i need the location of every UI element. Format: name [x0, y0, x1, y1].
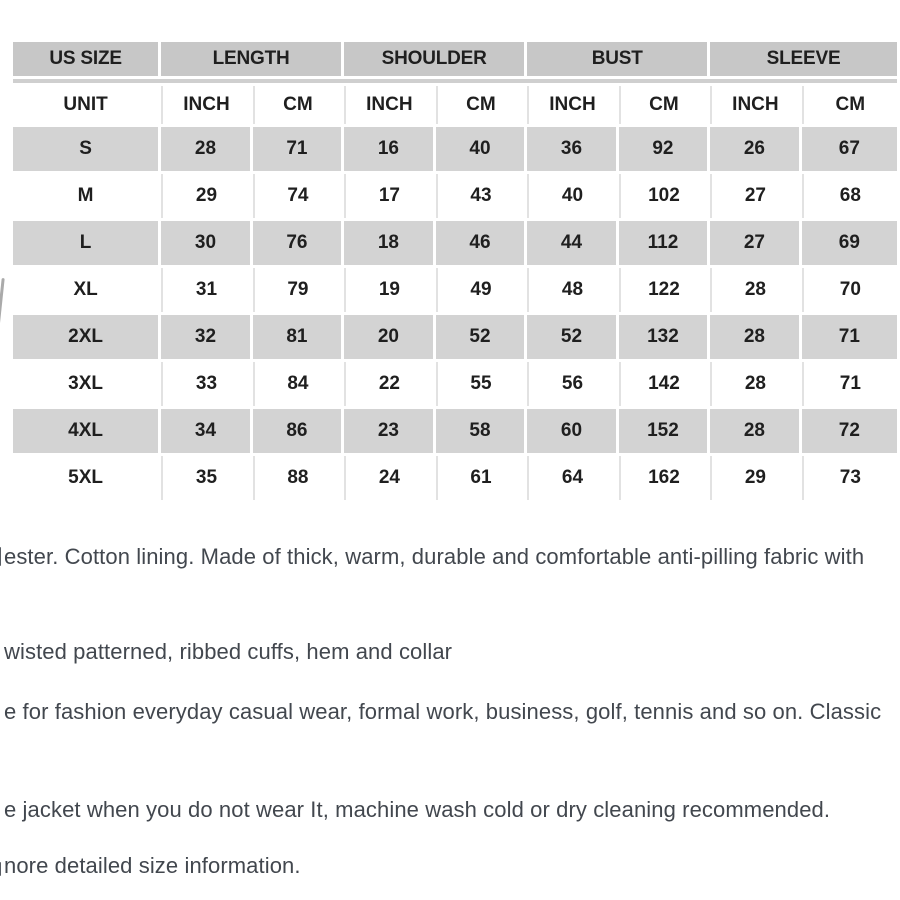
measurement-cell: 36: [527, 127, 616, 171]
measurement-cell: 26: [710, 127, 799, 171]
column-group-header: US SIZE: [13, 42, 158, 76]
measurement-cell: 61: [436, 456, 525, 500]
measurement-cell: 68: [802, 174, 897, 218]
measurement-cell: 102: [619, 174, 707, 218]
measurement-cell: 162: [619, 456, 707, 500]
description-line: e jacket when you do not wear It, machine wash cold or dry cleaning recommended.: [4, 797, 831, 822]
measurement-cell: 28: [710, 268, 799, 312]
unit-cell: CM: [802, 86, 897, 124]
measurement-cell: 23: [344, 409, 433, 453]
size-label-cell: 4XL: [13, 409, 158, 453]
measurement-cell: 122: [619, 268, 707, 312]
measurement-cell: 132: [619, 315, 707, 359]
measurement-cell: 43: [436, 174, 525, 218]
unit-cell: CM: [253, 86, 341, 124]
measurement-cell: 27: [710, 174, 799, 218]
table-row: [13, 362, 897, 406]
measurement-cell: 79: [253, 268, 341, 312]
size-label-cell: 2XL: [13, 315, 158, 359]
measurement-cell: 52: [527, 315, 616, 359]
measurement-cell: 71: [802, 362, 897, 406]
measurement-cell: 31: [161, 268, 250, 312]
measurement-cell: 69: [802, 221, 897, 265]
measurement-cell: 71: [802, 315, 897, 359]
column-group-header: LENGTH: [161, 42, 341, 76]
size-label-cell: M: [13, 174, 158, 218]
measurement-cell: 70: [802, 268, 897, 312]
description-line: e for fashion everyday casual wear, formal work, business, golf, tennis and so on. Classic: [4, 699, 882, 724]
unit-cell: CM: [436, 86, 525, 124]
measurement-cell: 40: [436, 127, 525, 171]
measurement-cell: 22: [344, 362, 433, 406]
header-shadow-line: [13, 79, 897, 83]
measurement-cell: 28: [161, 127, 250, 171]
measurement-cell: 27: [710, 221, 799, 265]
measurement-cell: 35: [161, 456, 250, 500]
measurement-cell: 49: [436, 268, 525, 312]
unit-cell: CM: [619, 86, 707, 124]
unit-cell: INCH: [161, 86, 250, 124]
measurement-cell: 56: [527, 362, 616, 406]
measurement-cell: 44: [527, 221, 616, 265]
measurement-cell: 40: [527, 174, 616, 218]
measurement-cell: 28: [710, 362, 799, 406]
unit-cell: UNIT: [13, 86, 158, 124]
measurement-cell: 73: [802, 456, 897, 500]
size-chart-table: [10, 39, 900, 503]
measurement-cell: 17: [344, 174, 433, 218]
size-chart-header: [13, 42, 897, 124]
measurement-cell: 112: [619, 221, 707, 265]
column-group-header: SHOULDER: [344, 42, 524, 76]
measurement-cell: 88: [253, 456, 341, 500]
measurement-cell: 48: [527, 268, 616, 312]
table-row: [13, 268, 897, 312]
measurement-cell: 19: [344, 268, 433, 312]
table-header-row: [13, 42, 897, 76]
measurement-cell: 76: [253, 221, 341, 265]
measurement-cell: 86: [253, 409, 341, 453]
table-row: [13, 127, 897, 171]
measurement-cell: 28: [710, 315, 799, 359]
measurement-cell: 20: [344, 315, 433, 359]
measurement-cell: 64: [527, 456, 616, 500]
measurement-cell: 92: [619, 127, 707, 171]
table-row: [13, 315, 897, 359]
measurement-cell: 58: [436, 409, 525, 453]
measurement-cell: 46: [436, 221, 525, 265]
measurement-cell: 71: [253, 127, 341, 171]
description-line: ester. Cotton lining. Made of thick, warm, durable and comfortable anti-pilling fabric with: [4, 544, 865, 569]
table-row: [13, 409, 897, 453]
measurement-cell: 60: [527, 409, 616, 453]
measurement-cell: 18: [344, 221, 433, 265]
table-row: [13, 456, 897, 500]
cropped-content-fragment: [0, 278, 5, 330]
measurement-cell: 24: [344, 456, 433, 500]
unit-row: [13, 86, 897, 124]
measurement-cell: 84: [253, 362, 341, 406]
unit-cell: INCH: [344, 86, 433, 124]
measurement-cell: 81: [253, 315, 341, 359]
measurement-cell: 33: [161, 362, 250, 406]
measurement-cell: 52: [436, 315, 525, 359]
size-chart-body: [13, 127, 897, 500]
description-line: wisted patterned, ribbed cuffs, hem and collar: [4, 639, 453, 664]
measurement-cell: 16: [344, 127, 433, 171]
measurement-cell: 30: [161, 221, 250, 265]
size-label-cell: XL: [13, 268, 158, 312]
size-label-cell: S: [13, 127, 158, 171]
measurement-cell: 152: [619, 409, 707, 453]
table-row: [13, 174, 897, 218]
header-shadow-row: [13, 79, 897, 83]
cropped-text-fragment: [0, 547, 1, 566]
measurement-cell: 32: [161, 315, 250, 359]
size-label-cell: L: [13, 221, 158, 265]
measurement-cell: 74: [253, 174, 341, 218]
size-label-cell: 5XL: [13, 456, 158, 500]
cropped-text-fragment: [0, 862, 1, 876]
column-group-header: BUST: [527, 42, 707, 76]
description-line: nore detailed size information.: [4, 853, 301, 878]
unit-cell: INCH: [710, 86, 799, 124]
measurement-cell: 67: [802, 127, 897, 171]
measurement-cell: 29: [161, 174, 250, 218]
measurement-cell: 55: [436, 362, 525, 406]
unit-cell: INCH: [527, 86, 616, 124]
measurement-cell: 28: [710, 409, 799, 453]
measurement-cell: 34: [161, 409, 250, 453]
table-row: [13, 221, 897, 265]
measurement-cell: 29: [710, 456, 799, 500]
size-label-cell: 3XL: [13, 362, 158, 406]
measurement-cell: 142: [619, 362, 707, 406]
column-group-header: SLEEVE: [710, 42, 897, 76]
measurement-cell: 72: [802, 409, 897, 453]
